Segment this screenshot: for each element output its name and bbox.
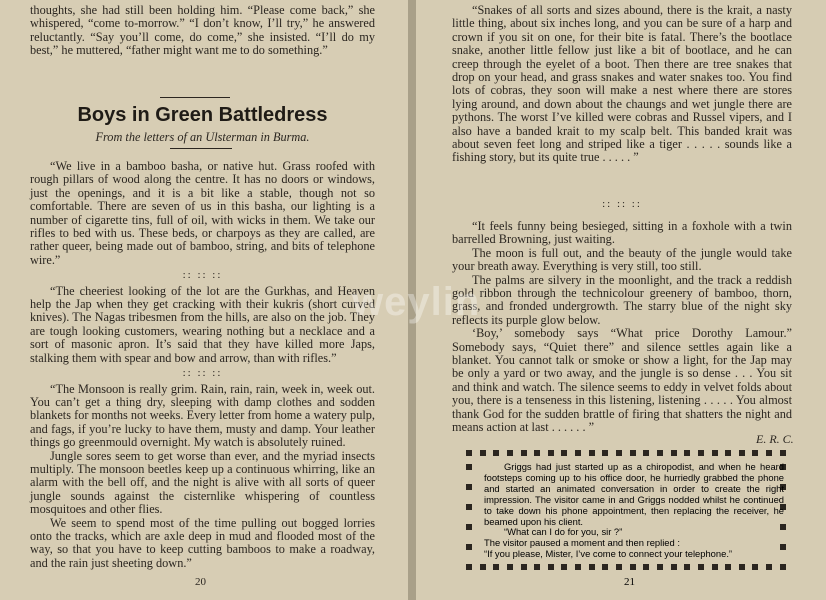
section-separator: :: :: ::	[182, 367, 223, 380]
square-border-top	[466, 450, 786, 456]
page-number: 21	[624, 576, 635, 588]
paragraph: We seem to spend most of the time pulling out bogged lorries onto the tracks, which are axle deep in mud and flooded most of the way, so that you have to keep cutting bamboos to make a roadway, and the rain just sheeting down.”	[30, 515, 375, 570]
divider	[170, 148, 232, 149]
divider	[160, 97, 230, 98]
paragraph: “The Monsoon is really grim. Rain, rain, rain, week in, week out. You can’t get a thing dry, sleeping with damp clothes and sodden blankets for months not weeks. Every letter from home a watery pulp, and fags, if you’re lucky to have them, musty and damp. Your leather things go greenmould overnight. My watch is absolutely ruined.	[30, 381, 375, 450]
page-number: 20	[195, 576, 206, 588]
watermark: weylin	[352, 280, 481, 324]
left-top-text	[30, 4, 375, 58]
paragraph: The palms are silvery in the moonlight, and the track a reddish gold ribbon through the technicolour greenery of bamboo, thorn, grass, and fronded undergrowth. The starry blue of the night sky reflects its purple glow below.	[452, 272, 792, 327]
joke-paragraph: “If you please, Mister, I’ve come to connect your telephone.”	[484, 548, 733, 560]
paragraph: “The cheeriest looking of the lot are the Gurkhas, and Heaven help the Jap when they get cracking with their kukris (short curved knives). The Nagas tribesmen from the hills, are also on the job. They are tough looking customers, wearing nothing but a necklace and a sort of masonic apron. It’s said that they have killed more Japs, stalking them with spear and bow and arrow, than with rifles.”	[30, 283, 375, 365]
left-body	[30, 160, 375, 570]
paragraph: The moon is full out, and the beauty of the jungle would take your breath away. Everything is very still, too still.	[452, 245, 792, 274]
joke-paragraph: Griggs had just started up as a chiropodist, and when he heard footsteps coming up to his office door, he hurriedly grabbed the phone and started an animated conversation in order to create the right impression. The visitor came in and Griggs nodded whilst he continued to take down his phone appointment, then replacing the receiver, he beamed upon his client.	[484, 461, 784, 527]
left-page	[0, 0, 410, 600]
top-paragraph: thoughts, she had still been holding him. “Please come back,” she whispered, “come to-morrow.” “I don’t know, I’ll try,” he answered reluctantly. “Say you’ll come, do come,” she insisted. “I’ll do my best,” he muttered, “father might want me to do something.”	[30, 3, 375, 58]
article-title: Boys in Green Battledress	[77, 104, 328, 126]
joke-paragraph: “What can I do for you, sir ?”	[504, 526, 623, 538]
joke-paragraph: The visitor paused a moment and then replied :	[484, 537, 680, 549]
article-subtitle: From the letters of an Ulsterman in Burma.	[95, 130, 310, 144]
joke-box	[466, 450, 786, 572]
section-separator: :: :: ::	[182, 269, 223, 282]
joke-text	[484, 462, 784, 560]
right-body	[452, 220, 792, 435]
paragraph: “It feels funny being besieged, sitting in a foxhole with a twin barrelled Browning, just waiting.	[452, 219, 792, 247]
paragraph: “Snakes of all sorts and sizes abound, there is the krait, a nasty little thing, about six inches long, and you can be sure of a harp and crown if you sit on one, for their bite is fatal. There’s the bootlace snake, another little fellow just like a bit of bootlace, and he can creep through the eyelet of a boot. Then there are tree snakes that drop on your head, and grass snakes and water snakes too. You find lots of cobras, they soon will make a nest where there are stores lying around, and down about the chaungs and wet jungle there are pythons. The worst I’ve killed were cobras and Russel vipers, and I also have a banded krait to my scalp belt. This banded krait was about seven feet long and striped like a tiger . . . . . sounds like a fishing story, but its quite true . . . . . ”	[452, 3, 792, 165]
right-body-top	[452, 4, 792, 165]
section-separator: :: :: ::	[602, 198, 642, 210]
square-border-left	[466, 464, 472, 550]
paragraph: Jungle sores seem to get worse than ever, and the myriad insects multiply. The monsoon beetles keep up a continuous whirring, like an alarm with the bell off, and the night is alive with all sorts of queer jungle sounds against the cisternlike whispering of countless mosquitoes and other flies.	[30, 448, 375, 517]
square-border-bottom	[466, 564, 786, 570]
author-signature: E. R. C.	[756, 432, 794, 446]
paragraph: ‘Boy,’ somebody says “What price Dorothy Lamour.” Somebody says, “Quiet there” and silence settles again like a blanket. You cannot talk or smoke or show a light, for the Jap may be only a yard or two away, and the jungle is so dense . . . You sit and think and watch. The silence seems to eddy in velvet folds about you, there is a tenseness in this listening, listening . . . . . You almost thank God for the sudden brattle of firing that shatters the night and means action at last . . . . . . ”	[452, 326, 792, 435]
paragraph: “We live in a bamboo basha, or native hut. Grass roofed with rough pillars of wood along the centre. It has no doors or windows, just the openings, and it is a bit like a stable, though not so comfortable. There are seven of us in this basha, our lighting is a number of cigarette tins, full of oil, with wicks in them. We take our rifles to bed with us. These beds, or charpoys as they are called, are rather queer, being made out of bamboo, string, and bits of telephone wire.”	[30, 159, 375, 267]
